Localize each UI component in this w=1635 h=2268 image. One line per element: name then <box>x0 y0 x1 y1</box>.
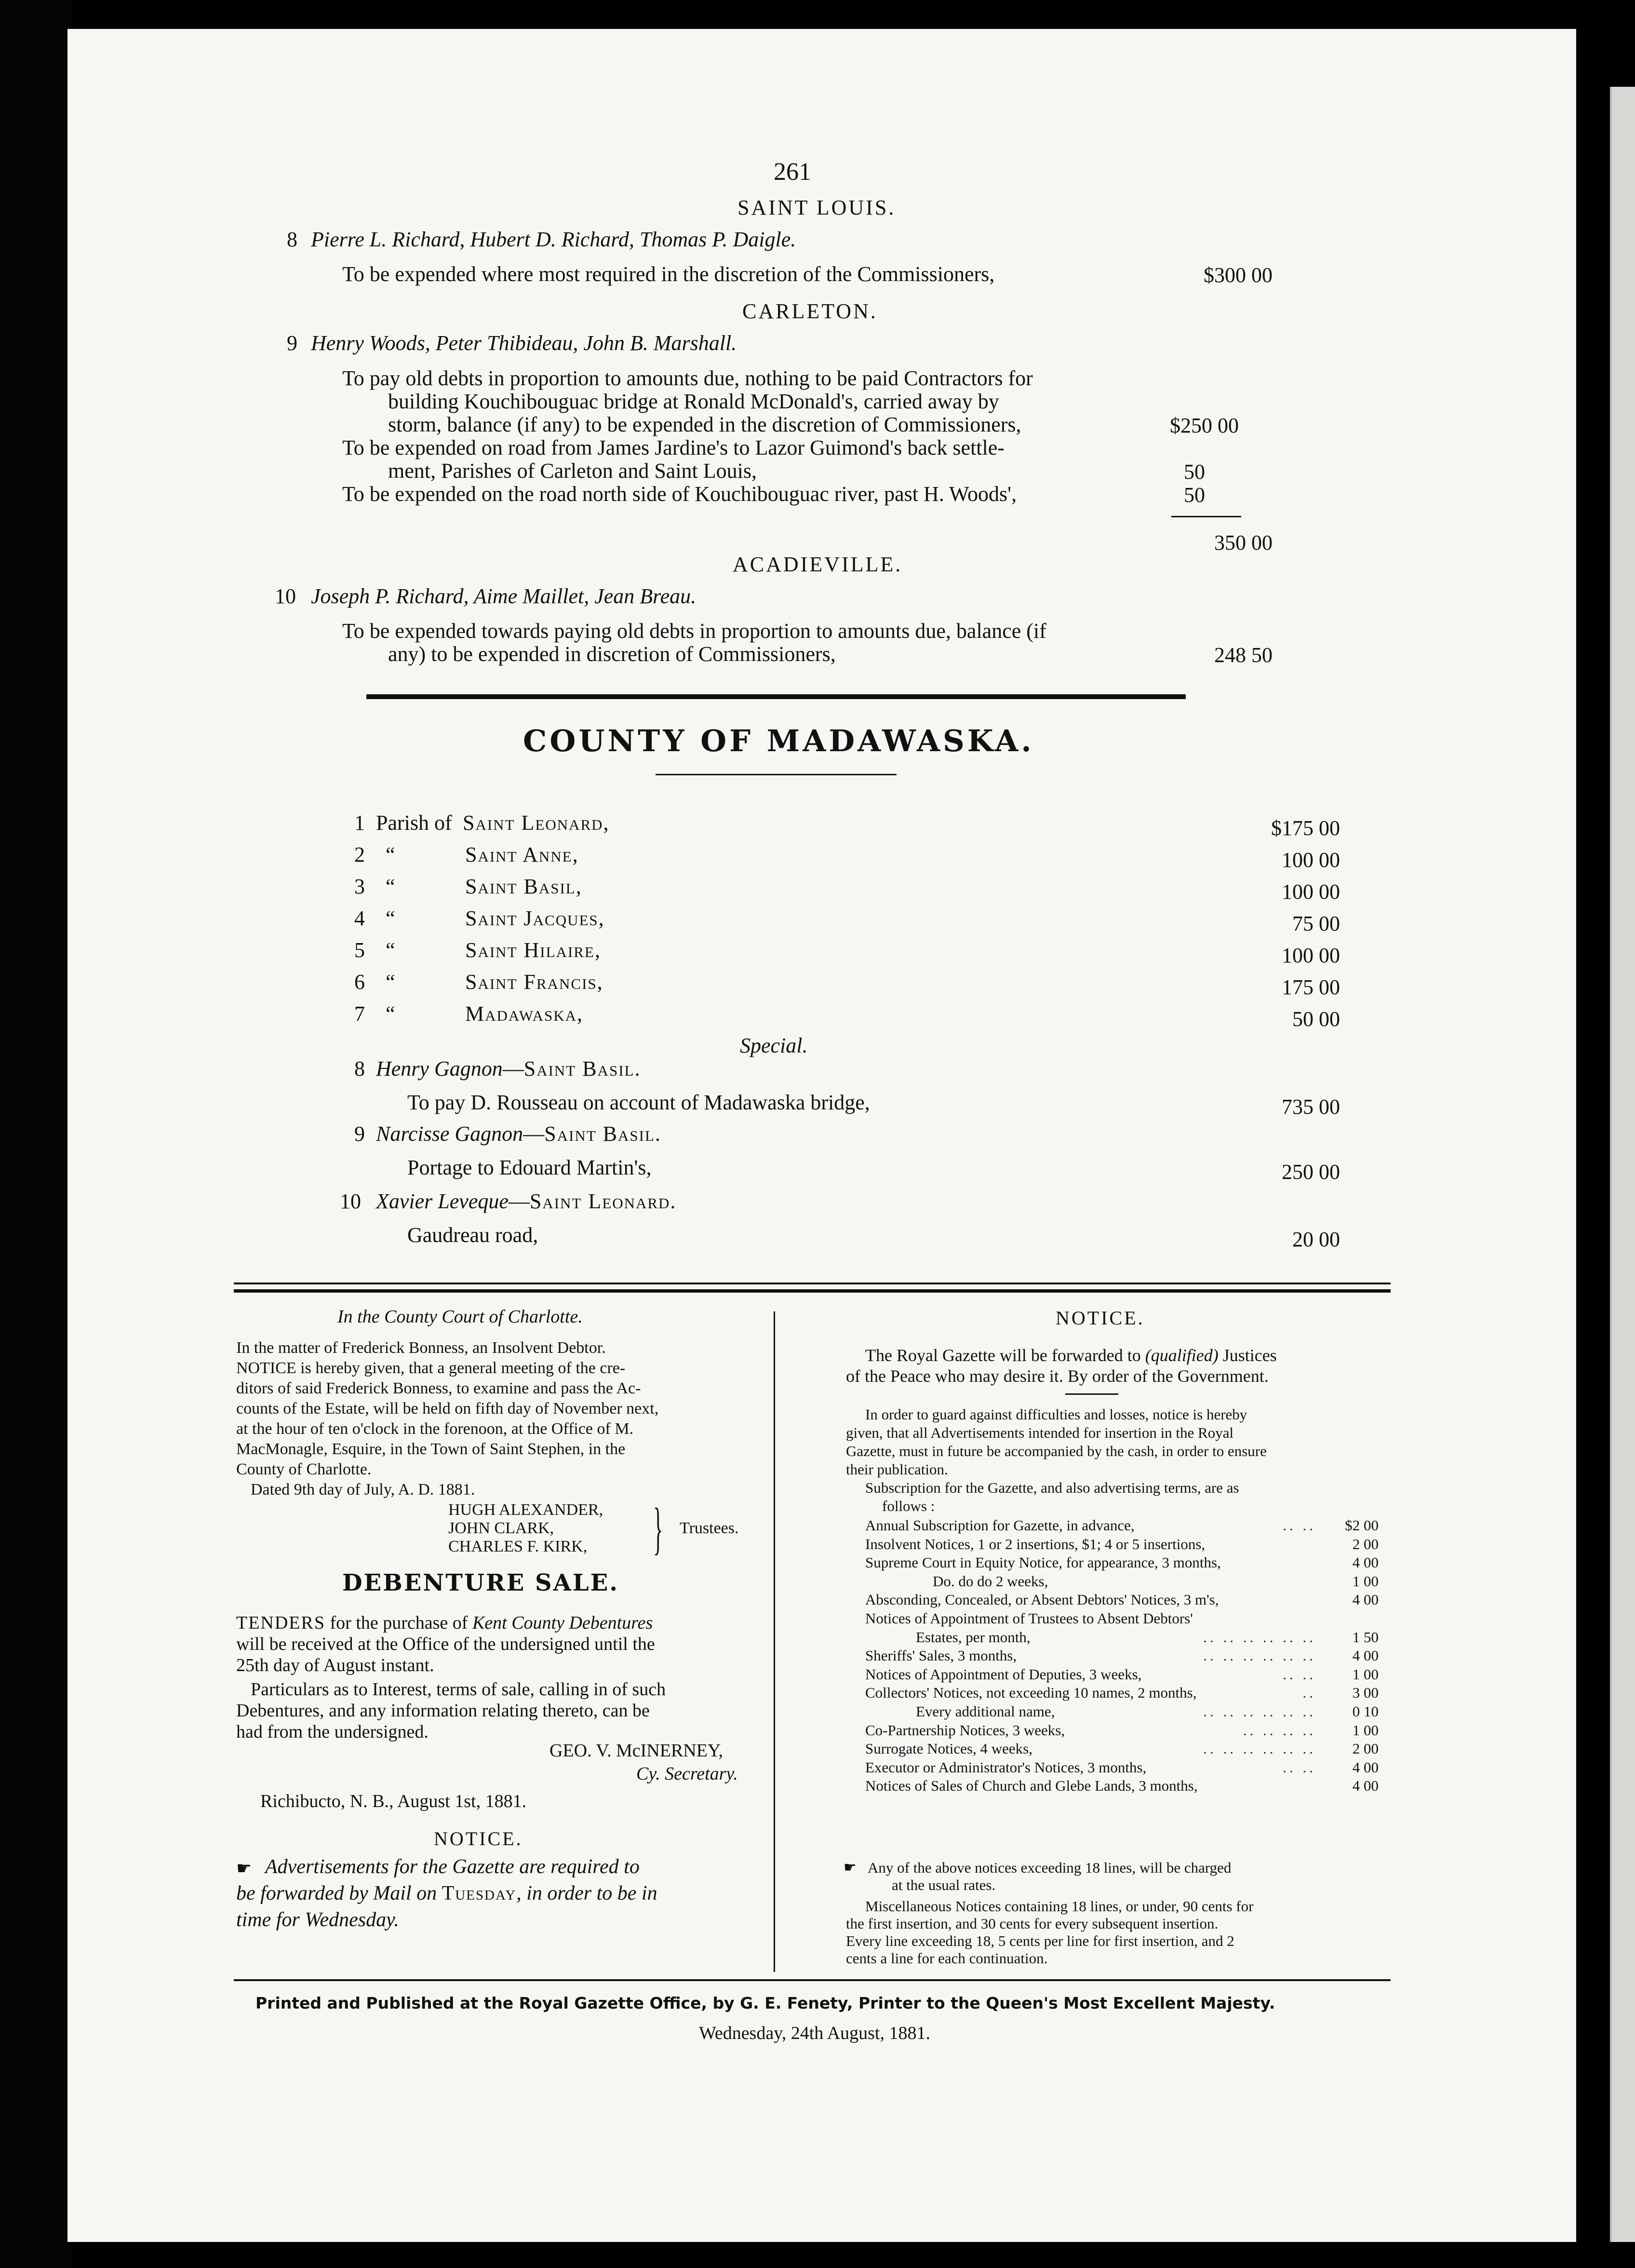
item-number: 10 <box>275 584 296 608</box>
rate-price: 2 00 <box>1352 1536 1379 1552</box>
rate-label: Surrogate Notices, 4 weeks, <box>865 1740 1032 1757</box>
special-parish: Saint Leonard. <box>529 1189 677 1213</box>
special-recipient <box>376 1121 661 1147</box>
rate-label: Executor or Administrator's Notices, 3 months, <box>865 1759 1147 1776</box>
parish-number: 1 <box>354 811 365 835</box>
rates-note: at the usual rates. <box>892 1876 996 1893</box>
line-amount: $250 00 <box>1170 414 1239 437</box>
ditto-mark: “ <box>386 843 395 866</box>
parish-name: Saint Leonard, <box>463 811 610 835</box>
special-number: 9 <box>354 1122 365 1146</box>
notice-line: time for Wednesday. <box>236 1909 399 1931</box>
misc-notice: Miscellaneous Notices containing 18 lines, or under, 90 cents for <box>865 1898 1254 1915</box>
parish-name: Saint Francis, <box>465 970 603 994</box>
court-dated: Dated 9th day of July, A. D. 1881. <box>251 1481 475 1498</box>
notice-paragraph: given, that all Advertisements intended for insertion in the Royal <box>846 1424 1234 1441</box>
parish-prefix: Parish of <box>376 811 452 835</box>
special-description: Portage to Edouard Martin's, <box>407 1156 652 1179</box>
title-underline <box>656 774 897 775</box>
rate-price: 1 50 <box>1352 1629 1379 1646</box>
rate-leader: .. .. .. .. .. .. <box>1203 1703 1316 1720</box>
double-rule-top <box>234 1282 1391 1284</box>
rate-price: 1 00 <box>1352 1573 1379 1590</box>
rate-leader: .. <box>1302 1684 1316 1701</box>
notice-heading-right: NOTICE. <box>1056 1307 1145 1329</box>
total-amount: 248 50 <box>1214 643 1273 667</box>
rate-label: Do. do do 2 weeks, <box>933 1573 1048 1590</box>
rate-price: 4 00 <box>1352 1591 1379 1608</box>
ditto-mark: “ <box>386 970 395 994</box>
rate-price: 4 00 <box>1352 1777 1379 1794</box>
rate-label: Absconding, Concealed, or Absent Debtors' Notices, 3 m's, <box>865 1591 1219 1608</box>
rate-leader: .. .. .. .. .. .. <box>1203 1629 1316 1646</box>
rate-label: Co-Partnership Notices, 3 weeks, <box>865 1722 1065 1739</box>
allocation-text: To be expended on road from James Jardine's to Lazor Guimond's back settle- <box>342 436 1005 459</box>
parish-name: Saint Anne, <box>465 843 579 866</box>
allocation-text: To be expended where most required in the discretion of the Commissioners, <box>342 262 995 286</box>
debenture-heading: DEBENTURE SALE. <box>342 1569 619 1596</box>
parish-number: 7 <box>354 1002 365 1026</box>
allocation-text: building Kouchibouguac bridge at Ronald McDonald's, carried away by <box>388 390 999 413</box>
special-person: Xavier Leveque <box>376 1189 509 1213</box>
special-amount: 735 00 <box>1282 1095 1340 1119</box>
debenture-line: Particulars as to Interest, terms of sale, calling in of such <box>251 1679 666 1700</box>
rate-label: Sheriffs' Sales, 3 months, <box>865 1647 1017 1664</box>
rate-price: 4 00 <box>1352 1554 1379 1571</box>
total-amount: 350 00 <box>1214 531 1273 554</box>
ditto-mark: “ <box>386 906 395 930</box>
page <box>67 29 1576 2242</box>
allocation-text: ment, Parishes of Carleton and Saint Louis, <box>388 459 757 483</box>
section-heading-carleton: CARLETON. <box>742 299 878 323</box>
subscription-intro: Subscription for the Gazette, and also advertising terms, are as <box>865 1479 1239 1496</box>
debenture-line: had from the undersigned. <box>236 1722 429 1742</box>
footer-rule <box>234 1979 1391 1981</box>
section-heading-saint-louis: SAINT LOUIS. <box>737 196 896 219</box>
rate-price: 4 00 <box>1352 1759 1379 1776</box>
rate-label: Insolvent Notices, 1 or 2 insertions, $1; 4 or 5 insertions, <box>865 1536 1206 1552</box>
item-number: 8 <box>287 228 297 251</box>
parish-number: 6 <box>354 970 365 994</box>
rate-label: Supreme Court in Equity Notice, for appearance, 3 months, <box>865 1554 1221 1571</box>
section-heading-acadieville: ACADIEVILLE. <box>733 553 903 576</box>
trustee-name: JOHN CLARK, <box>448 1519 554 1537</box>
rate-label: Annual Subscription for Gazette, in advance, <box>865 1517 1135 1534</box>
debenture-line: TENDERS for the purchase of Kent County Debentures <box>236 1613 653 1633</box>
parish-name: Saint Basil, <box>465 875 582 898</box>
scan-border <box>0 0 72 2268</box>
special-number: 10 <box>340 1189 361 1213</box>
em-dash: — <box>502 1057 524 1080</box>
pointing-hand-icon: ☛ <box>236 1859 252 1878</box>
page-number: 261 <box>774 158 811 186</box>
rate-leader: .. .. <box>1283 1666 1316 1683</box>
rate-label: Notices of Appointment of Trustees to Absent Debtors' <box>865 1610 1193 1627</box>
rate-label: Notices of Appointment of Deputies, 3 weeks, <box>865 1666 1142 1683</box>
rate-leader: .. .. .. .. <box>1243 1722 1316 1739</box>
special-label: Special. <box>740 1034 808 1057</box>
debenture-signer: GEO. V. McINERNEY, <box>549 1741 723 1761</box>
notice-intro: The Royal Gazette will be forwarded to (qualified) Justices <box>865 1346 1277 1365</box>
allocation-text: To pay old debts in proportion to amounts due, nothing to be paid Contractors for <box>342 366 1033 390</box>
parish-number: 4 <box>354 906 365 930</box>
ditto-mark: “ <box>386 875 395 898</box>
em-dash: — <box>508 1189 530 1213</box>
rate-label: Estates, per month, <box>916 1629 1031 1646</box>
notice-line: be forwarded by Mail on Tuesday, in order to be in <box>236 1882 657 1904</box>
line-amount: 50 <box>1184 483 1205 507</box>
rates-note: Any of the above notices exceeding 18 lines, will be charged <box>868 1859 1232 1876</box>
item-number: 9 <box>287 331 297 355</box>
parish-name: Saint Jacques, <box>465 906 605 930</box>
misc-notice: Every line exceeding 18, 5 cents per line for first insertion, and 2 <box>846 1932 1234 1949</box>
trustees-brace: } <box>653 1496 663 1560</box>
parish-name: Saint Hilaire, <box>465 938 601 962</box>
parish-amount: 50 00 <box>1292 1007 1340 1031</box>
trustee-name: HUGH ALEXANDER, <box>448 1501 603 1519</box>
allocation-text: To be expended towards paying old debts in proportion to amounts due, balance (if <box>342 619 1046 643</box>
ditto-mark: “ <box>386 938 395 962</box>
special-amount: 20 00 <box>1292 1228 1340 1251</box>
rate-label: Every additional name, <box>916 1703 1055 1720</box>
debenture-place-date: Richibucto, N. B., August 1st, 1881. <box>260 1791 527 1811</box>
allocation-text: any) to be expended in discretion of Commissioners, <box>388 642 836 666</box>
notice-paragraph: their publication. <box>846 1461 948 1478</box>
trustee-name: CHARLES F. KIRK, <box>448 1538 588 1555</box>
special-recipient <box>376 1188 676 1215</box>
rate-price: 1 00 <box>1352 1722 1379 1739</box>
publication-date: Wednesday, 24th August, 1881. <box>699 2023 930 2043</box>
parish-name: Madawaska, <box>465 1002 584 1026</box>
page-edge <box>1610 87 1635 2242</box>
court-notice-line: County of Charlotte. <box>236 1460 372 1478</box>
rate-price: 1 00 <box>1352 1666 1379 1683</box>
total-amount: $300 00 <box>1204 263 1273 287</box>
rate-label: Notices of Sales of Church and Glebe Lands, 3 months, <box>865 1777 1198 1794</box>
parish-number: 3 <box>354 875 365 898</box>
rate-label: Collectors' Notices, not exceeding 10 names, 2 months, <box>865 1684 1197 1701</box>
rate-leader: .. .. .. .. .. .. <box>1203 1740 1316 1757</box>
special-number: 8 <box>354 1057 365 1080</box>
court-notice-line: at the hour of ten o'clock in the forenoon, at the Office of M. <box>236 1420 634 1438</box>
commissioners: Joseph P. Richard, Aime Maillet, Jean Breau. <box>311 584 697 608</box>
parish-amount: 75 00 <box>1292 912 1340 935</box>
ditto-mark: “ <box>386 1002 395 1026</box>
debenture-line: 25th day of August instant. <box>236 1655 434 1675</box>
debenture-line: Debentures, and any information relating thereto, can be <box>236 1701 650 1721</box>
sum-rule <box>1171 516 1241 517</box>
rate-price: $2 00 <box>1345 1517 1379 1534</box>
parish-number: 2 <box>354 843 365 866</box>
rate-leader: .. .. <box>1283 1517 1316 1534</box>
parish-amount: 100 00 <box>1282 880 1340 904</box>
commissioners: Pierre L. Richard, Hubert D. Richard, Thomas P. Daigle. <box>311 228 796 251</box>
special-amount: 250 00 <box>1282 1160 1340 1184</box>
rate-price: 4 00 <box>1352 1647 1379 1664</box>
rate-leader: .. .. <box>1283 1759 1316 1776</box>
debenture-line: will be received at the Office of the undersigned until the <box>236 1634 655 1654</box>
parish-amount: $175 00 <box>1271 816 1340 840</box>
parish-amount: 100 00 <box>1282 944 1340 967</box>
special-person: Henry Gagnon <box>376 1057 503 1080</box>
short-rule <box>1065 1393 1118 1395</box>
notice-heading-left: NOTICE. <box>434 1828 523 1850</box>
commissioners: Henry Woods, Peter Thibideau, John B. Marshall. <box>311 331 737 355</box>
column-divider <box>774 1311 775 1972</box>
rate-leader: .. .. .. .. .. .. <box>1203 1647 1316 1664</box>
special-description: To pay D. Rousseau on account of Madawaska bridge, <box>407 1091 870 1114</box>
parish-amount: 100 00 <box>1282 848 1340 872</box>
notice-paragraph: In order to guard against difficulties and losses, notice is hereby <box>865 1406 1247 1423</box>
parish-number: 5 <box>354 938 365 962</box>
em-dash: — <box>523 1122 545 1146</box>
rate-price: 3 00 <box>1352 1684 1379 1701</box>
allocation-text: storm, balance (if any) to be expended in the discretion of Commissioners, <box>388 413 1021 436</box>
special-person: Narcisse Gagnon <box>376 1122 523 1146</box>
subscription-intro: follows : <box>882 1498 935 1514</box>
notice-intro: of the Peace who may desire it. By order of the Government. <box>846 1366 1269 1386</box>
notice-paragraph: Gazette, must in future be accompanied by the cash, in order to ensure <box>846 1443 1267 1459</box>
court-notice-line: ditors of said Frederick Bonness, to examine and pass the Ac- <box>236 1379 641 1397</box>
court-notice-line: MacMonagle, Esquire, in the Town of Saint Stephen, in the <box>236 1440 626 1458</box>
misc-notice: the first insertion, and 30 cents for every subsequent insertion. <box>846 1915 1219 1932</box>
pointing-hand-icon: ☛ <box>844 1860 857 1876</box>
special-description: Gaudreau road, <box>407 1223 538 1247</box>
special-recipient <box>376 1056 641 1082</box>
rate-price: 2 00 <box>1352 1740 1379 1757</box>
line-amount: 50 <box>1184 460 1205 484</box>
double-rule-bottom <box>234 1289 1391 1293</box>
court-heading: In the County Court of Charlotte. <box>337 1307 583 1327</box>
debenture-signer-title: Cy. Secretary. <box>636 1764 738 1784</box>
imprint: Printed and Published at the Royal Gazette Office, by G. E. Fenety, Printer to the Queen's Most Excellent Majesty. <box>255 1994 1275 2012</box>
trustees-label: Trustees. <box>680 1519 739 1537</box>
court-matter: In the matter of Frederick Bonness, an Insolvent Debtor. <box>236 1339 606 1357</box>
court-notice-line: NOTICE is hereby given, that a general meeting of the cre- <box>236 1359 626 1377</box>
allocation-text: To be expended on the road north side of Kouchibouguac river, past H. Woods', <box>342 482 1017 506</box>
rate-price: 0 10 <box>1352 1703 1379 1720</box>
court-notice-line: counts of the Estate, will be held on fifth day of November next, <box>236 1400 659 1418</box>
parish-amount: 175 00 <box>1282 975 1340 999</box>
special-parish: Saint Basil. <box>544 1122 661 1146</box>
county-title: COUNTY OF MADAWASKA. <box>523 723 1034 758</box>
section-divider <box>366 694 1186 699</box>
notice-line: Advertisements for the Gazette are required to <box>265 1856 640 1878</box>
special-parish: Saint Basil. <box>523 1057 641 1080</box>
misc-notice: cents a line for each continuation. <box>846 1950 1048 1967</box>
